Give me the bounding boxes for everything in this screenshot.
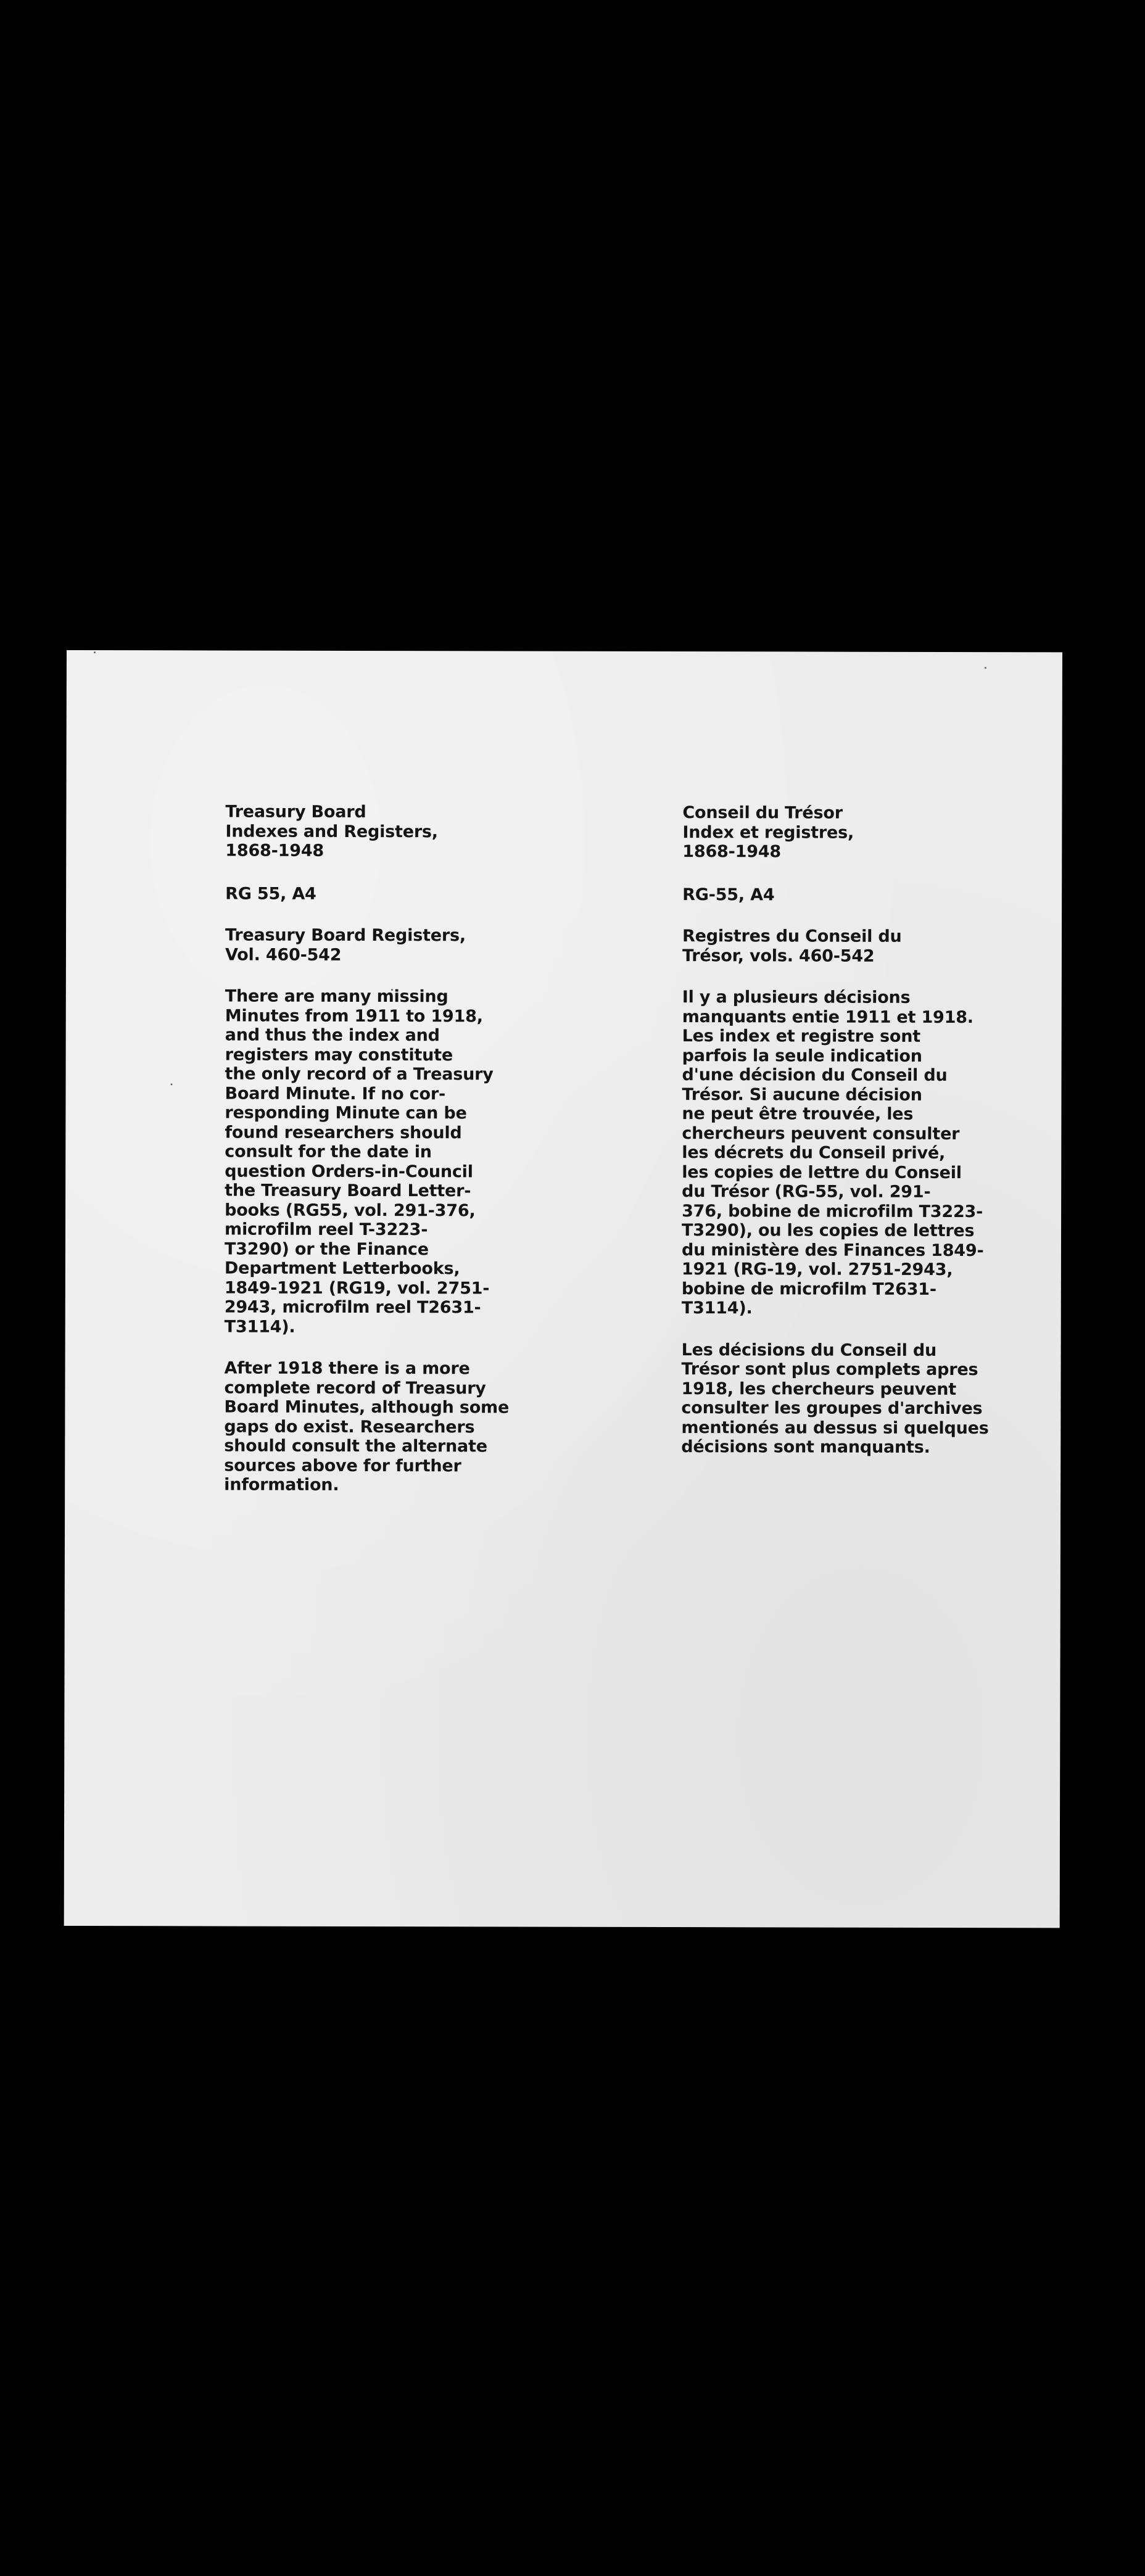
english-subtitle: Treasury Board Registers, Vol. 460-542 [225,925,466,965]
english-paragraph-2: After 1918 there is a more complete record of Treasury Board Minutes, although some gaps do exist. Researchers should consult the alternate sources above for further information. [224,1358,510,1495]
english-paragraph-1: There are many missing Minutes from 1911 to 1918, and thus the index and registers may constitute the only record of a Treasury Board Minute. If no cor- responding Minute can be found researchers should consult for the date in question Orders-in-Council the Treasury Board Letter- books (RG55, vol. 291-376, microfilm reel T-3223- T3290) or the Finance Department Letterbooks, 1849-1921 (RG19, vol. 2751- 2943, microfilm reel T2631- T3114). [224,986,494,1337]
english-reference: RG 55, A4 [225,884,316,904]
scanned-page [64,650,1062,1928]
french-subtitle: Registres du Conseil du Trésor, vols. 460-542 [682,927,902,966]
french-heading: Conseil du Trésor Index et registres, 1868-1948 [682,803,854,862]
scan-speck [94,651,96,653]
english-heading: Treasury Board Indexes and Registers, 1868-1948 [225,802,438,861]
scan-speck [985,667,986,669]
french-column [681,803,1003,1458]
french-reference: RG-55, A4 [682,885,775,904]
scan-speck [171,1083,173,1085]
french-paragraph-2: Les décisions du Conseil du Trésor sont plus complets apres 1918, les chercheurs peuvent consulter les groupes d'archives mentionés au dessus si quelques décisions sont manquants. [681,1340,989,1457]
english-column [224,803,571,1496]
french-paragraph-1: Il y a plusieurs décisions manquants entie 1911 et 1918. Les index et registre sont parfois la seule indication d'une décision du Conseil du Trésor. Si aucune décision ne peut être trouvée, les chercheurs peuvent consulter les décrets du Conseil privé, les copies de lettre du Conseil du Trésor (RG-55, vol. 291- 376, bobine de microfilm T3223- T3290), ou les copies de lettres du ministère des Finances 1849- 1921 (RG-19, vol. 2751-2943, bobine de microfilm T2631- T3114). [681,988,984,1318]
